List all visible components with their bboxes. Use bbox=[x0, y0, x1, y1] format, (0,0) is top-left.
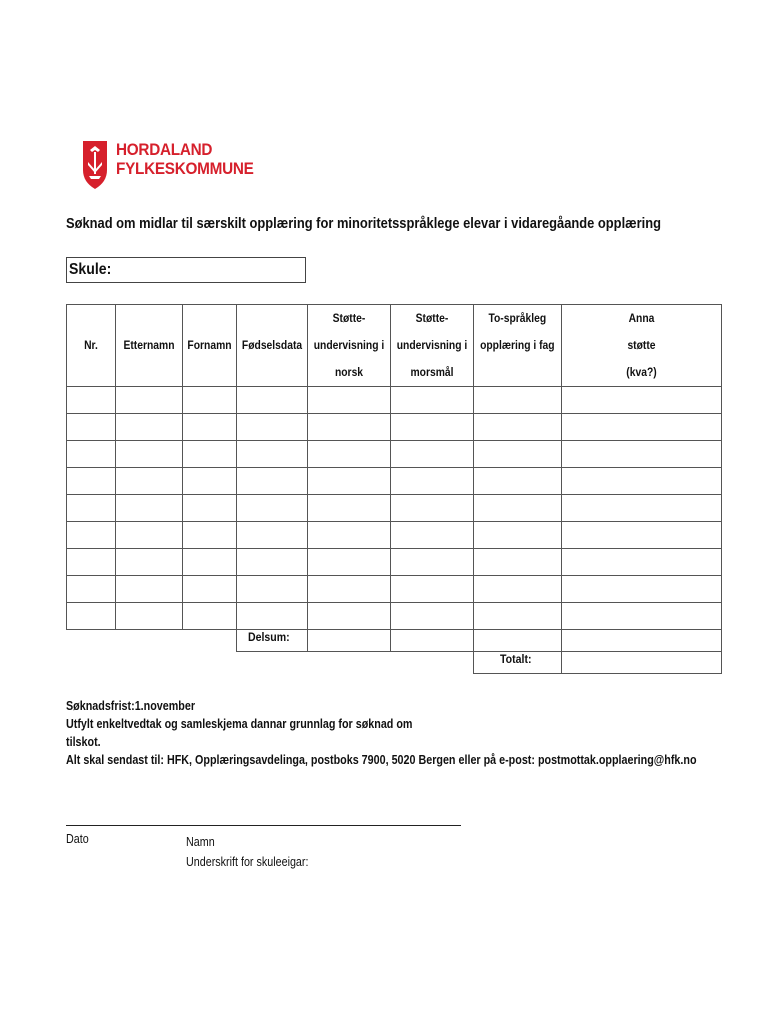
table-cell[interactable] bbox=[237, 441, 308, 468]
table-cell[interactable] bbox=[67, 441, 116, 468]
table-cell[interactable] bbox=[183, 414, 237, 441]
delsum-label: Delsum: bbox=[237, 630, 308, 652]
header-stotte-morsmal: Støtte- undervisning i morsmål bbox=[391, 305, 474, 387]
table-cell[interactable] bbox=[391, 495, 474, 522]
table-cell[interactable] bbox=[237, 549, 308, 576]
table-cell[interactable] bbox=[391, 549, 474, 576]
table-cell[interactable] bbox=[116, 603, 183, 630]
table-row bbox=[67, 468, 722, 495]
table-cell[interactable] bbox=[237, 495, 308, 522]
table-cell[interactable] bbox=[561, 522, 721, 549]
header-fodselsdata: Fødselsdata bbox=[237, 305, 308, 387]
table-cell[interactable] bbox=[237, 387, 308, 414]
logo-line-2: FYLKESKOMMUNE bbox=[116, 159, 254, 178]
send-address: Alt skal sendast til: HFK, Opplæringsavdelinga, postboks 7900, 5020 Bergen eller på e-post: postmottak.opplaering@hfk.no bbox=[66, 753, 697, 767]
table-cell[interactable] bbox=[391, 522, 474, 549]
totalt-label: Totalt: bbox=[474, 652, 562, 674]
footer-info bbox=[66, 697, 697, 769]
header-stotte-norsk: Støtte- undervisning i norsk bbox=[308, 305, 391, 387]
delsum-cell[interactable] bbox=[391, 630, 474, 652]
table-cell[interactable] bbox=[67, 603, 116, 630]
table-cell[interactable] bbox=[474, 387, 562, 414]
footer-note: Utfylt enkeltvedtak og samleskjema dannar grunnlag for søknad om bbox=[66, 717, 413, 731]
header-anna-stotte: Anna støtte (kva?) bbox=[561, 305, 721, 387]
coat-of-arms-icon bbox=[82, 140, 108, 190]
table-cell[interactable] bbox=[474, 522, 562, 549]
table-cell[interactable] bbox=[237, 468, 308, 495]
table-cell[interactable] bbox=[237, 414, 308, 441]
logo-line-1: HORDALAND bbox=[116, 140, 213, 159]
table-cell[interactable] bbox=[67, 387, 116, 414]
footer-note-cont: tilskot. bbox=[66, 735, 101, 749]
header-tosprakleg: To-språkleg opplæring i fag bbox=[474, 305, 562, 387]
table-cell[interactable] bbox=[561, 468, 721, 495]
delsum-cell[interactable] bbox=[474, 630, 562, 652]
table-cell[interactable] bbox=[474, 495, 562, 522]
table-cell[interactable] bbox=[391, 468, 474, 495]
namn-block bbox=[186, 832, 308, 872]
table-cell[interactable] bbox=[116, 522, 183, 549]
table-cell[interactable] bbox=[308, 576, 391, 603]
totalt-cell[interactable] bbox=[561, 652, 721, 674]
table-cell[interactable] bbox=[308, 603, 391, 630]
table-cell[interactable] bbox=[67, 468, 116, 495]
header-nr: Nr. bbox=[67, 305, 116, 387]
table-cell[interactable] bbox=[561, 495, 721, 522]
table-cell[interactable] bbox=[474, 414, 562, 441]
table-cell[interactable] bbox=[116, 441, 183, 468]
table-cell[interactable] bbox=[237, 576, 308, 603]
student-table bbox=[66, 304, 722, 674]
table-cell[interactable] bbox=[116, 387, 183, 414]
table-cell[interactable] bbox=[183, 387, 237, 414]
logo bbox=[82, 140, 269, 190]
table-cell[interactable] bbox=[474, 603, 562, 630]
table-cell[interactable] bbox=[183, 468, 237, 495]
table-cell[interactable] bbox=[391, 603, 474, 630]
table-cell[interactable] bbox=[116, 549, 183, 576]
table-row bbox=[67, 441, 722, 468]
table-cell[interactable] bbox=[561, 387, 721, 414]
namn-label: Namn bbox=[186, 835, 215, 849]
table-cell[interactable] bbox=[561, 603, 721, 630]
dato-label: Dato bbox=[66, 832, 89, 846]
table-cell[interactable] bbox=[183, 576, 237, 603]
deadline: Søknadsfrist:1.november bbox=[66, 699, 196, 713]
table-cell[interactable] bbox=[116, 576, 183, 603]
table-row bbox=[67, 603, 722, 630]
table-row bbox=[67, 576, 722, 603]
table-cell[interactable] bbox=[116, 495, 183, 522]
table-row bbox=[67, 549, 722, 576]
form-title: Søknad om midlar til særskilt opplæring for minoritetsspråklege elevar i vidaregåande opplæring bbox=[66, 215, 661, 232]
table-cell[interactable] bbox=[308, 495, 391, 522]
table-cell[interactable] bbox=[391, 441, 474, 468]
table-cell[interactable] bbox=[116, 468, 183, 495]
table-cell[interactable] bbox=[474, 549, 562, 576]
delsum-cell[interactable] bbox=[561, 630, 721, 652]
table-cell[interactable] bbox=[561, 549, 721, 576]
table-row bbox=[67, 522, 722, 549]
table-cell[interactable] bbox=[237, 603, 308, 630]
delsum-row bbox=[67, 630, 722, 652]
table-cell[interactable] bbox=[308, 441, 391, 468]
table-cell[interactable] bbox=[391, 387, 474, 414]
delsum-cell[interactable] bbox=[308, 630, 391, 652]
header-etternamn: Etternamn bbox=[116, 305, 183, 387]
table-cell[interactable] bbox=[308, 522, 391, 549]
table-cell[interactable] bbox=[183, 495, 237, 522]
table-row bbox=[67, 414, 722, 441]
logo-text bbox=[116, 140, 254, 178]
table-cell[interactable] bbox=[391, 414, 474, 441]
table-cell[interactable] bbox=[183, 522, 237, 549]
table-row bbox=[67, 495, 722, 522]
table-cell[interactable] bbox=[116, 414, 183, 441]
header-fornamn: Fornamn bbox=[183, 305, 237, 387]
table-cell[interactable] bbox=[561, 441, 721, 468]
table-cell[interactable] bbox=[391, 576, 474, 603]
table-cell[interactable] bbox=[183, 549, 237, 576]
table-cell[interactable] bbox=[561, 414, 721, 441]
table-cell[interactable] bbox=[67, 576, 116, 603]
underskrift-label: Underskrift for skuleeigar: bbox=[186, 855, 309, 869]
table-cell[interactable] bbox=[308, 549, 391, 576]
table-header-row bbox=[67, 305, 722, 387]
table-cell[interactable] bbox=[474, 441, 562, 468]
skule-field[interactable] bbox=[66, 257, 306, 283]
table-row bbox=[67, 387, 722, 414]
table-cell[interactable] bbox=[237, 522, 308, 549]
table-cell[interactable] bbox=[67, 522, 116, 549]
table-cell[interactable] bbox=[474, 576, 562, 603]
table-cell[interactable] bbox=[183, 603, 237, 630]
table-cell[interactable] bbox=[183, 441, 237, 468]
table-cell[interactable] bbox=[67, 495, 116, 522]
table-cell[interactable] bbox=[308, 387, 391, 414]
signature-line bbox=[66, 825, 461, 826]
table-cell[interactable] bbox=[67, 414, 116, 441]
table-cell[interactable] bbox=[308, 468, 391, 495]
table-cell[interactable] bbox=[308, 414, 391, 441]
skule-label: Skule: bbox=[69, 261, 112, 278]
table-cell[interactable] bbox=[67, 549, 116, 576]
table-cell[interactable] bbox=[561, 576, 721, 603]
table-cell[interactable] bbox=[474, 468, 562, 495]
totalt-row bbox=[67, 652, 722, 674]
